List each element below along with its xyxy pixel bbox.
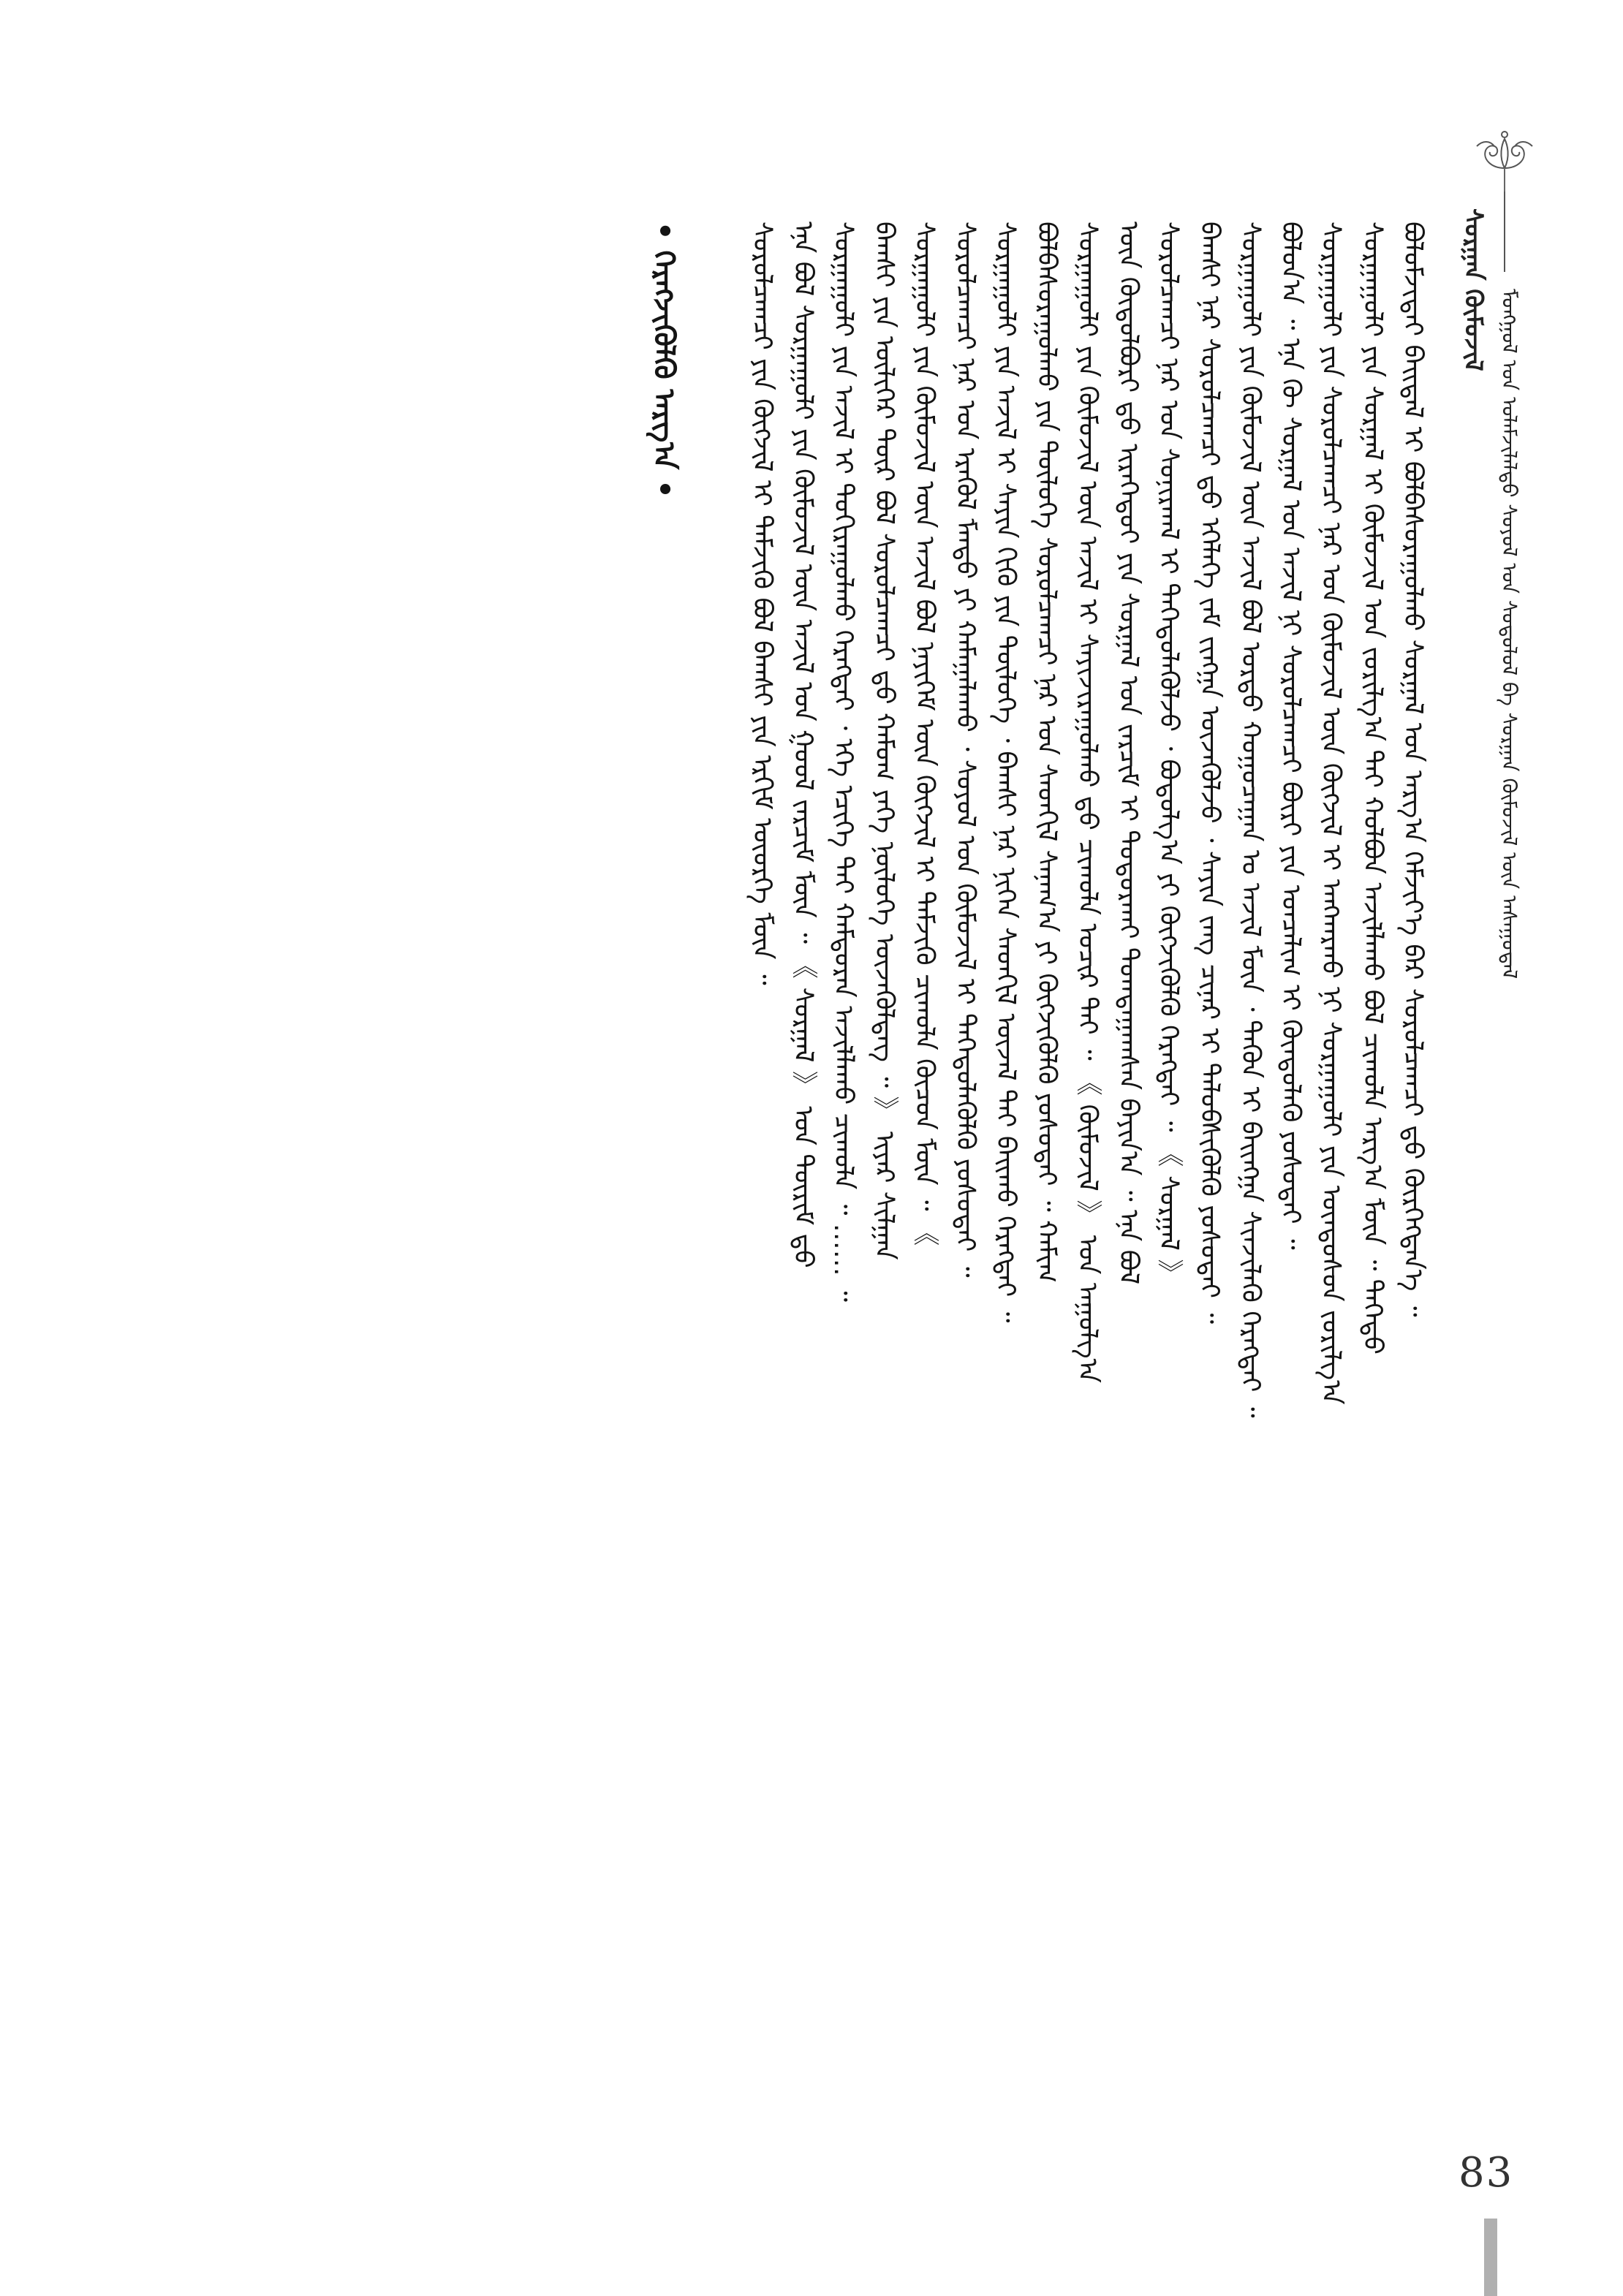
body-column-13: ᠰᠤᠷᠭᠠᠭᠤᠯᠢ ᠶᠢᠨ ᠬᠦᠮᠦᠵᠢᠯ ᠦᠨ ᠠᠵᠢᠯ ᠪᠣᠯ ᠨᠡᠶᠢᠭᠡᠮ ᠦᠨ ᠬᠥᠭᠵᠢᠯ ᠢ ᠳᠡᠮᠵᠢᠬᠦ ᠴᠢᠬᠤᠯᠠ ᠬᠦᠴᠦᠨ ᠮᠥᠨ ᠃ 《 [909, 221, 939, 1246]
body-column-16: ᠡᠨᠡ ᠪᠣᠯ ᠰᠤᠷᠭᠠᠭᠤᠯᠢ ᠶᠢᠨ ᠬᠦᠮᠦᠵᠢᠯ ᠦᠨ ᠠᠵᠢᠯ ᠤᠨ ᠭᠣᠣᠯ ᠵᠠᠷᠴᠢᠮ ᠮᠥᠨ ᠃ 《 ᠰᠤᠷᠭᠠᠯ 》 ᠤᠨ ᠳᠦᠷᠢᠮ ᠳ᠋ᠤ [788, 221, 818, 1268]
header-rule [1504, 192, 1505, 272]
body-column-12: ᠰᠤᠷᠤᠯᠴᠠᠭᠴᠢ ᠨᠠᠷ ᠤᠨ ᠡᠷᠡᠭᠦᠯ ᠮᠡᠨᠳᠦ ᠶᠢ ᠬᠠᠮᠠᠭᠠᠯᠠᠬᠤ ᠂ ᠰᠣᠶᠣᠯ ᠤᠨ ᠬᠦᠮᠦᠵᠢᠯ ᠢ ᠳᠡᠭᠡᠳᠦᠯᠡᠭᠦᠯᠬᠦ ᠶᠣᠰᠣᠲᠠᠢ ᠃ [950, 221, 980, 1278]
page-number: 83 [1459, 2149, 1514, 2197]
body-column-5: ᠰᠤᠷᠭᠠᠭᠤᠯᠢ ᠶᠢᠨ ᠬᠦᠮᠦᠵᠢᠯ ᠦᠨ ᠠᠵᠢᠯ ᠪᠣᠯ ᠤᠷᠲᠤ ᠬᠤᠭᠤᠴᠠᠭᠠᠨ ᠤ ᠠᠵᠢᠯ ᠮᠥᠨ ᠂ ᠲᠡᠭᠦᠨ ᠢ ᠪᠠᠢᠩᠭᠠ ᠰᠢᠨᠵᠢᠯᠡᠬᠦ ᠬᠡᠷᠡᠭᠲᠡᠢ ᠃ [1236, 221, 1266, 1418]
body-column-17: ᠰᠤᠷᠤᠯᠴᠠᠭᠴᠢ ᠶᠢᠨ ᠬᠥᠭᠵᠢᠯ ᠢ ᠳᠡᠮᠵᠢᠬᠦ ᠪᠣᠯ ᠪᠠᠭᠰᠢ ᠶᠢᠨ ᠡᠷᠬᠢᠮ ᠦᠦᠷᠭᠡ ᠮᠥᠨ ᠃ [747, 221, 777, 985]
chapter-title: ᠰᠤᠷᠭᠠᠨ ᠬᠦᠮᠦᠵᠢᠯ [1459, 208, 1488, 371]
body-column-4: ᠪᠣᠯᠤᠨ᠎ᠠ ᠃ ᠡᠨᠡ ᠬᠦ ᠰᠤᠷᠭᠠᠯ ᠤᠨ ᠠᠵᠢᠯ ᠨᠢ ᠰᠤᠷᠤᠯᠴᠠᠭᠴᠢ ᠪᠦᠷᠢ ᠶᠢᠨ ᠣᠨᠴᠠᠯᠢᠭ ᠢ ᠬᠦᠨᠳᠦᠯᠡᠬᠦ ᠶᠣᠰᠣᠲᠠᠢ ᠃ [1276, 221, 1306, 1250]
section-heading: • ᠬᠡᠷᠡᠭᠵᠢᠭᠦᠯᠬᠦ ᠠᠷᠭ᠎ᠠ • [647, 221, 681, 499]
body-column-15: ᠰᠤᠷᠭᠠᠭᠤᠯᠢ ᠶᠢᠨ ᠠᠵᠢᠯ ᠢ ᠲᠣᠬᠢᠷᠠᠭᠤᠯᠬᠤ ᠬᠡᠷᠡᠭᠲᠡᠢ ᠂ ᠡᠬᠡ ᠡᠴᠢᠭᠡ ᠲᠠᠢ ᠬᠠᠮᠲᠤᠷᠠᠨ ᠠᠵᠢᠯᠯᠠᠬᠤ ᠴᠢᠬᠤᠯᠠ ᠃ …… ᠃ [828, 221, 858, 1302]
body-column-7: ᠰᠤᠷᠤᠯᠴᠠᠭᠴᠢ ᠨᠠᠷ ᠤᠨ ᠰᠣᠨᠢᠷᠬᠠᠯ ᠢ ᠳᠡᠭᠡᠳᠦᠯᠡᠭᠦᠯᠵᠦ ᠂ ᠪᠣᠳᠤᠯᠭ᠎ᠠ ᠶᠢ ᠬᠥᠭᠵᠢᠭᠦᠯᠬᠦ ᠬᠡᠷᠡᠭᠲᠡᠢ ᠃ 《 ᠰᠤᠷᠭᠠᠯ 》 [1154, 221, 1184, 1286]
body-column-9: ᠰᠤᠷᠭᠠᠭᠤᠯᠢ ᠶᠢᠨ ᠬᠦᠮᠦᠵᠢᠯ ᠦᠨ ᠠᠵᠢᠯ ᠢ ᠰᠠᠶᠢᠵᠢᠷᠠᠭᠤᠯᠬᠤ ᠳ᠋ᠤ ᠴᠢᠬᠤᠯᠠ ᠤᠴᠢᠷ ᠲᠠᠢ ᠃ 《 ᠬᠦᠮᠦᠵᠢᠯ 》 ᠤᠨ ᠠᠭᠤᠯᠭ᠎ᠠ [1072, 221, 1102, 1383]
page-edge-tab [1484, 2219, 1497, 2296]
header-ornament-stem [1504, 168, 1505, 192]
body-column-8: ᠦᠨ ᠬᠥᠲᠥᠯᠪᠦᠷᠢ ᠳ᠋ᠤ ᠢᠷᠡᠭᠡᠳᠦᠢ ᠶᠢᠨ ᠰᠤᠷᠭᠠᠯ ᠤᠨ ᠵᠠᠷᠴᠢᠮ ᠢ ᠲᠣᠳᠤᠷᠬᠠᠢ ᠲᠣᠭᠲᠠᠭᠠᠭᠰᠠᠨ ᠪᠠᠶᠢᠨ᠎ᠠ ᠃ ᠡᠨᠡ ᠪᠣᠯ [1113, 221, 1143, 1285]
body-column-14: ᠪᠠᠭᠰᠢ ᠶᠢᠨ ᠦᠯᠢᠭᠡᠷ ᠳᠦᠷ ᠪᠣᠯ ᠰᠤᠷᠤᠯᠴᠠᠭᠴᠢ ᠳ᠋ᠤ ᠬᠠᠮᠤᠭ ᠶᠡᠬᠡ ᠨᠥᠯᠥᠭᠡ ᠦᠵᠡᠭᠦᠯᠳᠡᠭ ᠃ 》 ᠢᠶᠠᠷ ᠰᠢᠯᠭᠠᠨ [869, 221, 899, 1260]
body-column-1: ᠪᠣᠯᠤᠮᠵᠢᠲᠠᠢ ᠪᠠᠢᠳᠠᠯ ᠢ ᠪᠣᠯᠪᠠᠰᠤᠷᠠᠭᠤᠯᠬᠤ ᠰᠤᠷᠭᠠᠯ ᠤᠨ ᠠᠷᠭ᠎ᠠ ᠬᠡᠮᠵᠢᠶ᠎ᠡ ᠪᠡᠷ ᠰᠤᠷᠤᠯᠴᠠᠭᠴᠢ ᠳ᠋ᠤ ᠬᠦᠷᠭᠡᠭᠳᠡᠨ᠎ᠡ ᠃ [1398, 221, 1428, 1317]
body-column-2: ᠰᠤᠷᠭᠠᠭᠤᠯᠢ ᠶᠢᠨ ᠰᠤᠷᠭᠠᠯ ᠢ ᠬᠦᠮᠦᠵᠢᠯ ᠤᠨ ᠵᠣᠷᠢᠯᠭ᠎ᠠ ᠲᠠᠢ ᠬᠣᠯᠪᠣᠨ ᠠᠵᠢᠯᠯᠠᠬᠤ ᠪᠣᠯ ᠴᠢᠬᠤᠯᠠ ᠠᠷᠭ᠎ᠠ ᠮᠥᠨ ᠃ ᠳᠡᠭᠡᠳᠦ [1358, 221, 1388, 1355]
body-column-6: ᠪᠠᠭᠰᠢ ᠨᠠᠷ ᠰᠤᠷᠤᠯᠴᠠᠭᠴᠢ ᠳ᠋ᠤ ᠡᠭᠡᠯᠡᠭᠡ ᠵᠠᠮ ᠵᠢᠩᠭᠠ ᠦᠵᠡᠭᠦᠯᠵᠦ ᠂ ᠰᠠᠶᠢᠨ ᠵᠠᠩ ᠴᠢᠨᠠᠷ ᠢ ᠲᠡᠯᠦᠪᠰᠢᠭᠦᠯᠬᠦ ᠶᠣᠰᠣᠲᠠᠢ ᠃ [1195, 221, 1225, 1325]
body-column-11: ᠰᠤᠷᠭᠠᠭᠤᠯᠢ ᠶᠢᠨ ᠠᠵᠢᠯ ᠢ ᠰᠠᠶᠢᠨ ᠬᠢᠬᠦ ᠶᠢᠨ ᠲᠥᠯᠥᠭᠡ ᠂ ᠪᠠᠭᠰᠢ ᠨᠠᠷ ᠨᠢᠭᠡᠨ ᠰᠡᠳᠬᠢᠯ ᠦᠵᠡᠯ ᠲᠡᠢ ᠪᠠᠢᠬᠤ ᠬᠡᠷᠡᠭᠲᠡᠢ ᠃ [991, 221, 1021, 1323]
running-title: ᠮᠣᠩᠭᠣᠯ ᠤᠨ ᠤᠯᠠᠮᠵᠢᠯᠠᠯᠲᠤ ᠰᠣᠶᠤᠯ ᠤᠨ ᠰᠤᠳᠤᠯᠤᠯ ᠪᠠ ᠰᠤᠷᠭᠠᠨ ᠬᠦᠮᠦᠵᠢᠯ ᠦᠨ ᠠᠰᠠᠭᠤᠳᠠᠯ [1497, 289, 1521, 980]
body-column-10: ᠪᠣᠯᠪᠠᠰᠤᠷᠠᠭᠤᠯᠬᠤ ᠶᠢᠨ ᠲᠦᠯᠦᠭᠡ ᠰᠤᠷᠤᠯᠴᠠᠭᠴᠢ ᠨᠠᠷ ᠤᠨ ᠰᠡᠳᠬᠢᠯ ᠰᠠᠨᠠᠭ᠎ᠠ ᠶᠢ ᠬᠥᠭᠵᠢᠭᠦᠯᠬᠦ ᠶᠣᠰᠣᠲᠠᠢ ᠃ ᠬᠠᠮᠢᠭ [1032, 221, 1062, 1283]
body-column-3: ᠰᠤᠷᠭᠠᠭᠤᠯᠢ ᠶᠢᠨ ᠰᠤᠷᠤᠯᠴᠠᠭᠴᠢ ᠨᠠᠷ ᠤᠨ ᠬᠦᠮᠦᠵᠢᠯ ᠦᠨ ᠬᠥᠭᠵᠢᠯ ᠢ ᠠᠩᠬᠠᠷᠬᠤ ᠨᠢ ᠰᠤᠷᠭᠠᠭᠤᠯᠢ ᠶᠢᠨ ᠦᠨᠳᠦᠰᠦᠨ ᠵᠣᠷᠢᠯᠭ᠎ᠠ [1316, 221, 1346, 1405]
